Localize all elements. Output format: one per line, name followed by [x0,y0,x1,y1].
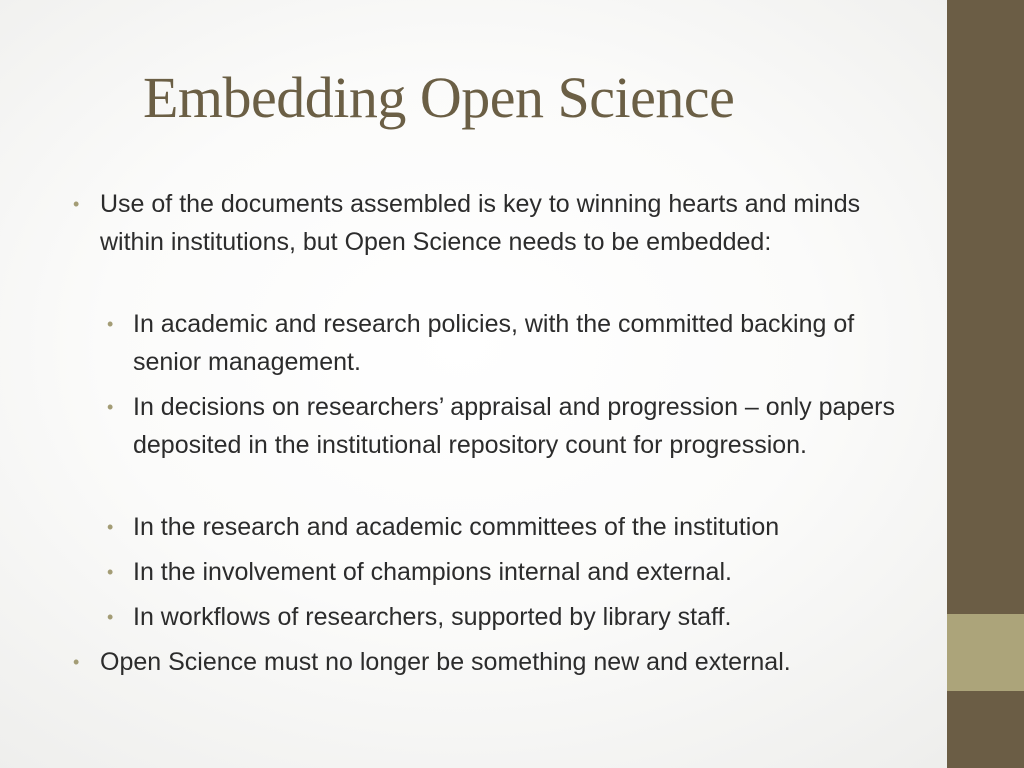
bullet-marker: • [73,652,80,672]
bullet-marker: • [107,397,114,417]
bullet-marker: • [107,562,114,582]
bullet-text: In academic and research policies, with the committed backing of senior management. [133,310,855,376]
sub-bullet-item [107,598,903,636]
slide-title: Embedding Open Science [143,65,735,130]
bullet-text: Use of the documents assembled is key to winning hearts and minds within institutions, but Open Science needs to be embedded: [100,190,861,256]
sub-bullet-item [107,388,903,464]
sub-bullet-item [107,553,903,591]
bullet-text: Open Science must no longer be something new and external. [100,648,791,676]
bullet-text: In the research and academic committees of the institution [133,513,780,541]
bullet-item [73,643,900,681]
side-decoration-accent [947,614,1024,691]
bullet-marker: • [107,314,114,334]
sub-bullet-item [107,508,903,546]
bullet-text: In the involvement of champions internal and external. [133,558,732,586]
bullet-text: In decisions on researchers’ appraisal and progression – only papers deposited in the institutional repository count for progression. [133,393,896,459]
bullet-text: In workflows of researchers, supported by library staff. [133,603,732,631]
bullet-marker: • [73,194,80,214]
bullet-item [73,185,900,261]
bullet-marker: • [107,607,114,627]
sub-bullet-item [107,305,903,381]
bullet-marker: • [107,517,114,537]
